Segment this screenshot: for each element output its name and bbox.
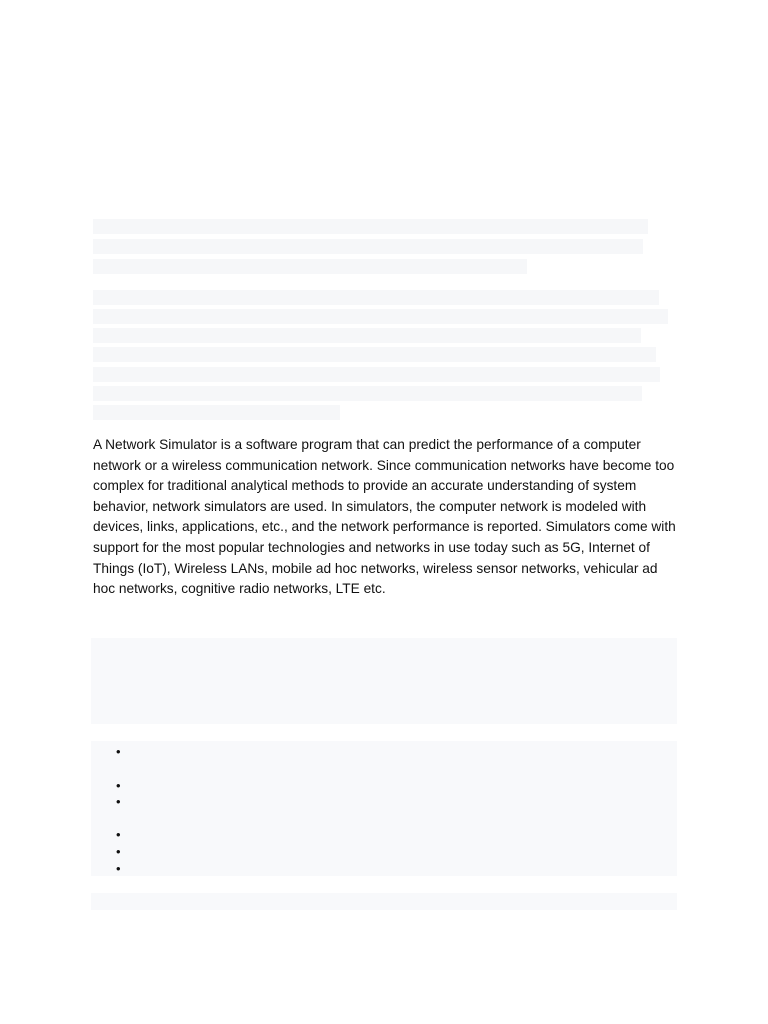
faint-text-line [93,367,660,382]
bullet-marker: • [116,744,121,759]
bullet-marker: • [116,794,121,809]
bullet-marker: • [116,844,121,859]
faint-text-line [93,386,642,401]
faint-text-line [93,347,656,362]
shaded-strip [91,893,677,910]
faint-text-line [93,405,340,420]
bullet-list [91,741,677,876]
faint-text-line [93,239,643,254]
bullet-marker: • [116,827,121,842]
faint-text-line [93,328,641,343]
network-simulator-paragraph: A Network Simulator is a software program that can predict the performance of a computer network or a wireless communication network. Since communication networks have become too complex for traditional analytical methods to provide an accurate understanding of system behavior, network simulators are used. In simulators, the computer network is modeled with devices, links, applications, etc., and the network performance is reported. Simulators come with support for the most popular technologies and networks in use today such as 5G, Internet of Things (IoT), Wireless LANs, mobile ad hoc networks, wireless sensor networks, vehicular ad hoc networks, cognitive radio networks, LTE etc. [93,437,676,597]
faint-text-line [93,309,668,324]
bullet-marker: • [116,861,121,876]
shaded-block [91,638,677,724]
faint-text-line [93,259,527,274]
bullet-marker: • [116,778,121,793]
faint-text-line [93,219,648,234]
faint-text-line [93,290,659,305]
